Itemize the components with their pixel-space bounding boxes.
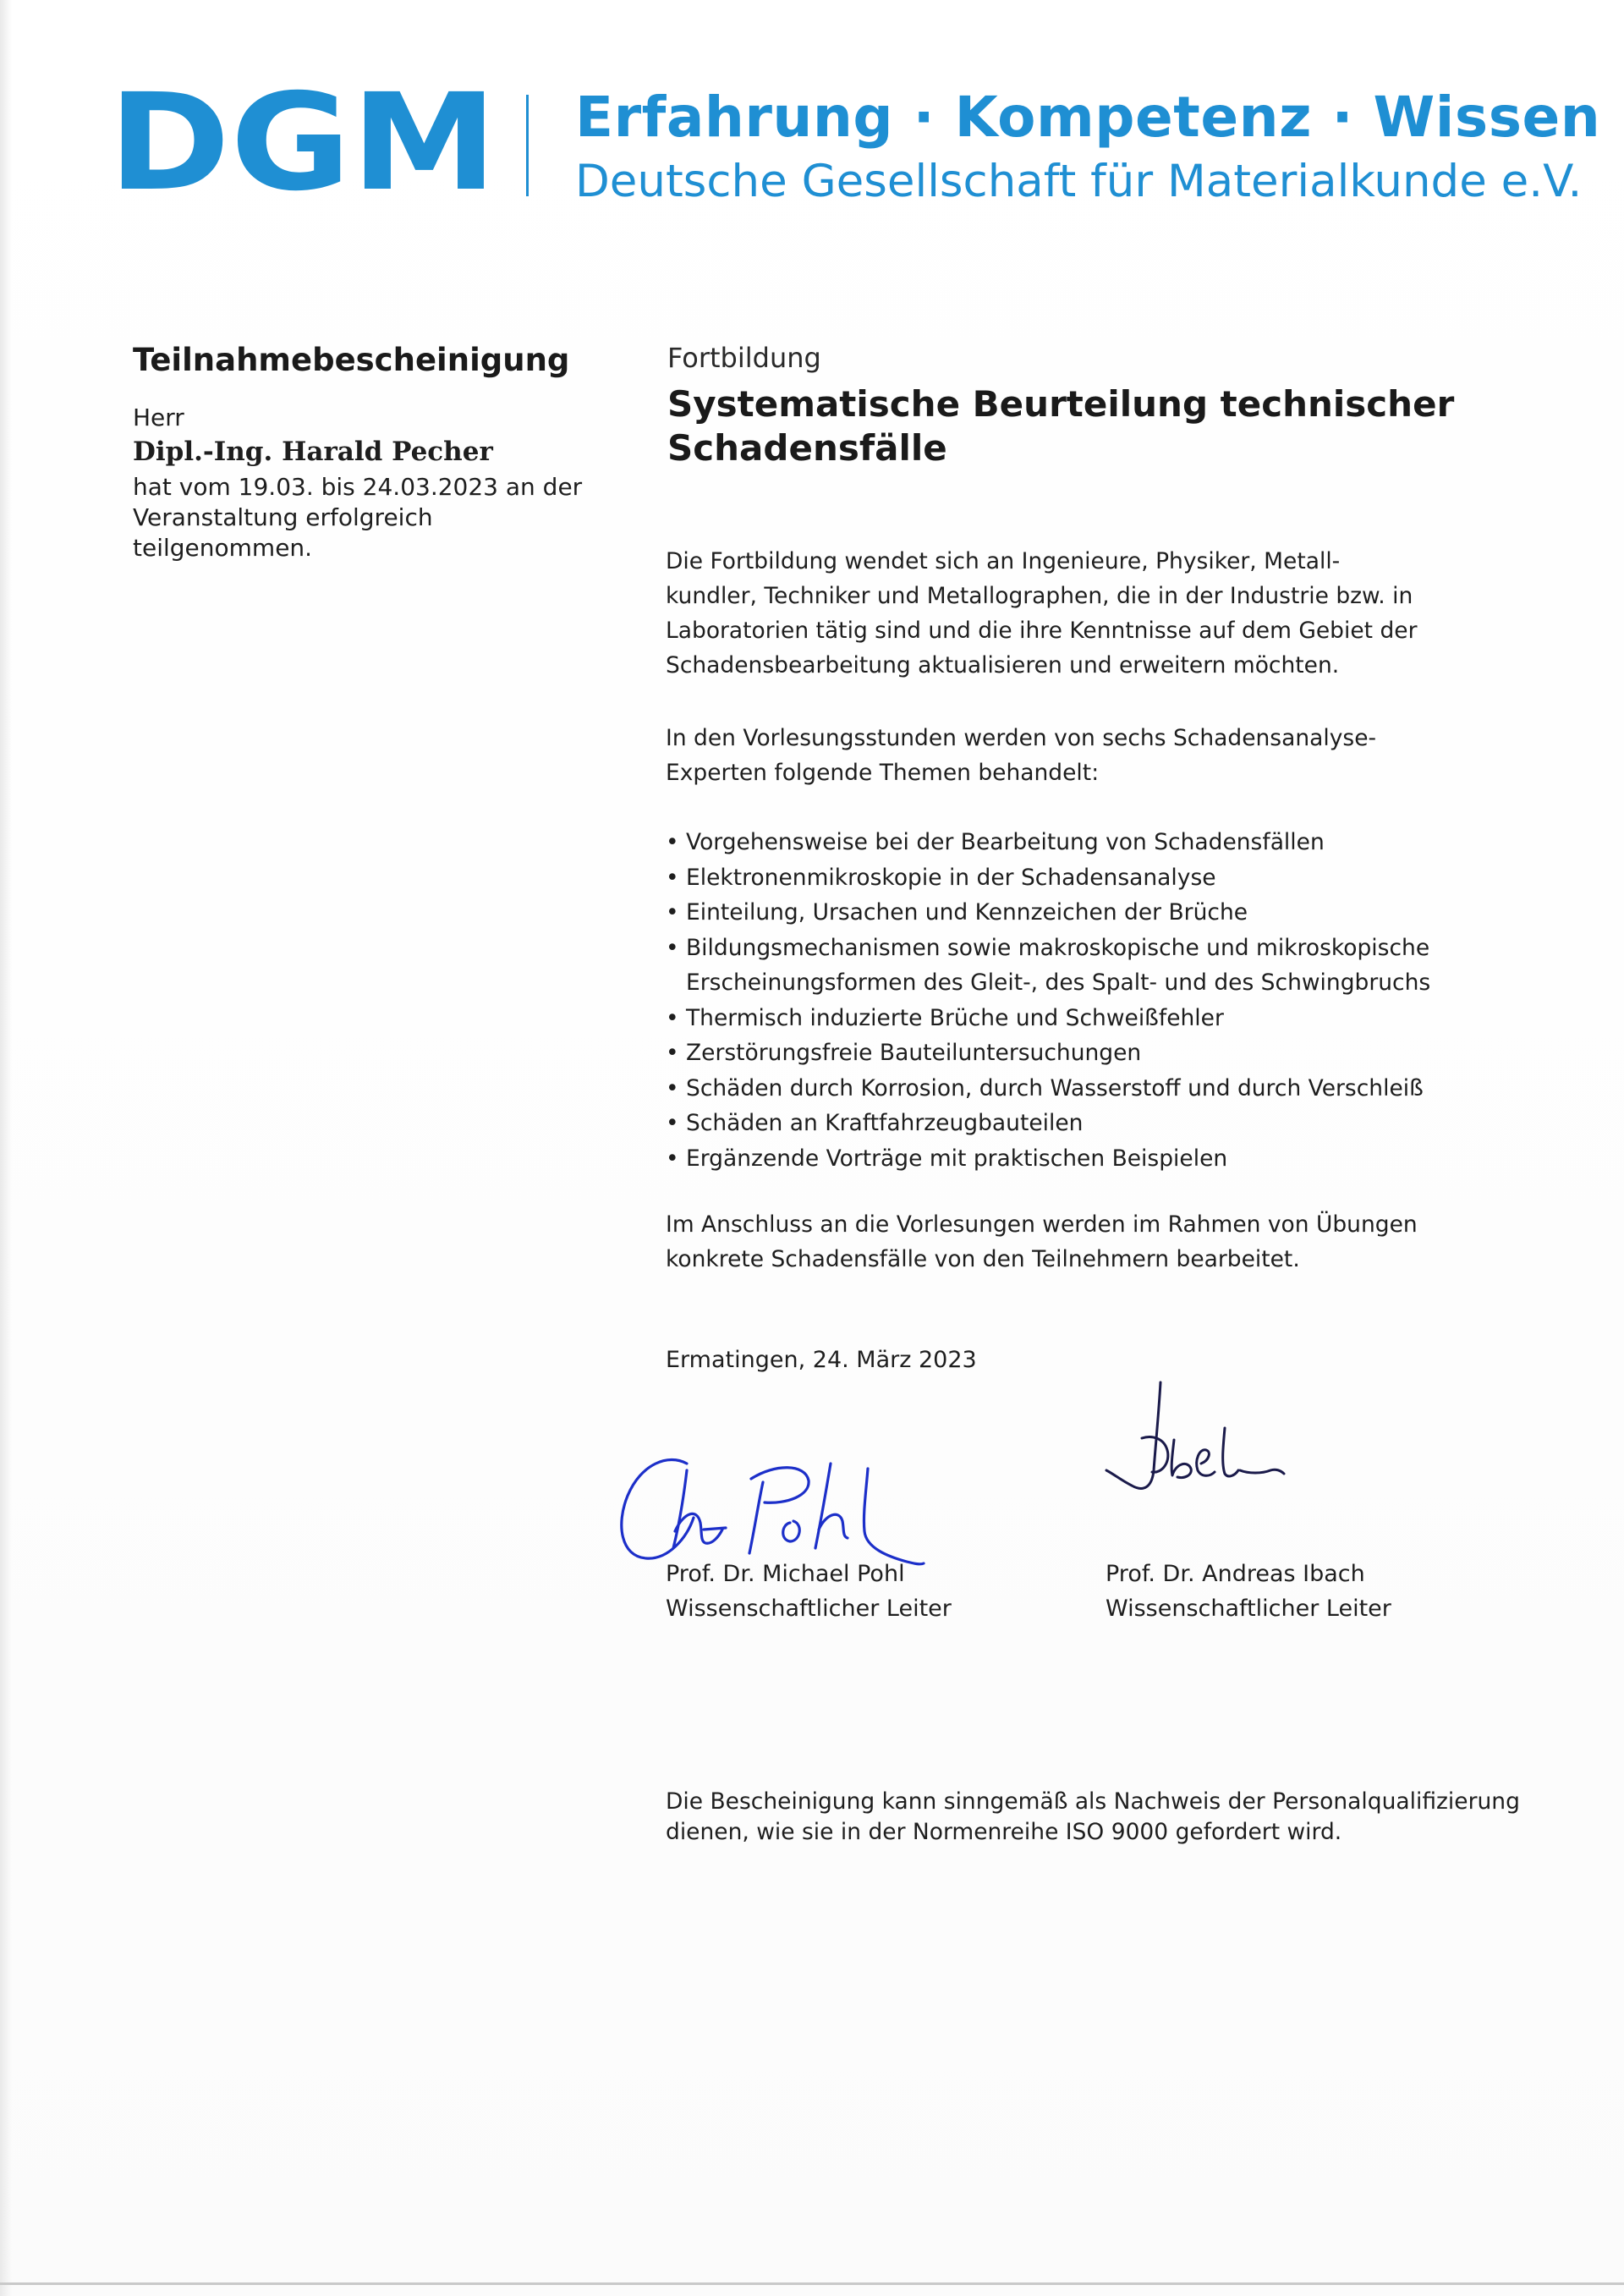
iso-footnote bbox=[666, 1787, 1528, 1848]
course-kicker: Fortbildung bbox=[667, 342, 821, 374]
lecture-lead-line: Experten folgende Themen behandelt: bbox=[666, 760, 1100, 786]
exercises-line: Im Anschluss an die Vorlesungen werden im Rahmen von Übungen bbox=[666, 1211, 1418, 1238]
scan-edge-shadow bbox=[0, 0, 12, 2296]
bullet-icon: • bbox=[666, 1074, 679, 1101]
topic-text: Thermisch induzierte Brüche und Schweißfehler bbox=[686, 1004, 1224, 1031]
topic-text: Ergänzende Vorträge mit praktischen Beispielen bbox=[686, 1145, 1228, 1172]
topic-text: Schäden an Kraftfahrzeugbauteilen bbox=[686, 1110, 1084, 1136]
header-divider bbox=[526, 95, 529, 196]
scan-bottom-edge bbox=[0, 2282, 1624, 2285]
signer-ibach bbox=[1106, 1557, 1391, 1626]
topic-item bbox=[666, 931, 1520, 966]
footnote-line: Die Bescheinigung kann sinngemäß als Nachweis der Personalqualifizierung bbox=[666, 1788, 1520, 1815]
bullet-icon: • bbox=[666, 1004, 679, 1031]
course-title bbox=[667, 382, 1522, 470]
course-title-line: Schadensfälle bbox=[667, 427, 947, 469]
exercises-paragraph bbox=[666, 1207, 1512, 1277]
intro-line: Schadensbearbeitung aktualisieren und erweitern möchten. bbox=[666, 652, 1340, 678]
course-title-line: Systematische Beurteilung technischer bbox=[667, 383, 1455, 425]
course-intro bbox=[666, 544, 1512, 683]
bullet-icon: • bbox=[666, 1145, 679, 1172]
bullet-icon: • bbox=[666, 934, 679, 961]
topic-item bbox=[666, 895, 1520, 931]
intro-line: Laboratorien tätig sind und die ihre Kenntnisse auf dem Gebiet der bbox=[666, 618, 1418, 644]
bullet-icon: • bbox=[666, 864, 679, 891]
dgm-logo-text: DGM bbox=[108, 89, 497, 199]
topic-item bbox=[666, 860, 1520, 896]
topic-item bbox=[666, 1141, 1520, 1177]
exercises-line: konkrete Schadensfälle von den Teilnehmern bearbeitet. bbox=[666, 1246, 1300, 1272]
intro-line: kundler, Techniker und Metallographen, die in der Industrie bzw. in bbox=[666, 583, 1413, 609]
course-header bbox=[667, 342, 1522, 470]
topic-text: Elektronenmikroskopie in der Schadensanalyse bbox=[686, 864, 1216, 891]
bullet-icon: • bbox=[666, 1040, 679, 1066]
topic-item bbox=[666, 1071, 1520, 1107]
topic-text: Zerstörungsfreie Bauteiluntersuchungen bbox=[686, 1040, 1142, 1066]
topic-item-continuation bbox=[666, 965, 1520, 1001]
topic-item bbox=[666, 1035, 1520, 1071]
lecture-lead bbox=[666, 721, 1512, 790]
participation-line: hat vom 19.03. bis 24.03.2023 an der bbox=[133, 473, 583, 501]
participation-line: Veranstaltung erfolgreich teilgenommen. bbox=[133, 503, 433, 562]
lecture-lead-line: In den Vorlesungsstunden werden von sechs Schadensanalyse- bbox=[666, 725, 1377, 751]
place-and-date: Ermatingen, 24. März 2023 bbox=[666, 1347, 977, 1373]
signature-pohl bbox=[609, 1430, 947, 1574]
signer-name: Prof. Dr. Michael Pohl bbox=[666, 1561, 905, 1587]
signer-pohl bbox=[666, 1557, 952, 1626]
topic-item bbox=[666, 1106, 1520, 1141]
certificate-block bbox=[133, 342, 606, 563]
topic-text: Bildungsmechanismen sowie makroskopische und mikroskopische bbox=[686, 934, 1430, 961]
topic-text: Einteilung, Ursachen und Kennzeichen der Brüche bbox=[686, 899, 1248, 926]
bullet-icon: • bbox=[666, 1110, 679, 1136]
salutation: Herr bbox=[133, 404, 184, 431]
signature-ibach bbox=[1083, 1379, 1303, 1523]
signer-role: Wissenschaftlicher Leiter bbox=[1106, 1596, 1391, 1622]
signer-name: Prof. Dr. Andreas Ibach bbox=[1106, 1561, 1365, 1587]
topic-item bbox=[666, 825, 1520, 860]
signer-role: Wissenschaftlicher Leiter bbox=[666, 1596, 952, 1622]
topic-text: Schäden durch Korrosion, durch Wasserstoff und durch Verschleiß bbox=[686, 1074, 1424, 1101]
tagline: Erfahrung · Kompetenz · Wissen bbox=[575, 85, 1601, 150]
topics-list bbox=[666, 825, 1520, 1176]
recipient-name: Dipl.-Ing. Harald Pecher bbox=[133, 437, 493, 467]
dgm-logo bbox=[108, 89, 497, 199]
organization-name: Deutsche Gesellschaft für Materialkunde e.V. bbox=[575, 156, 1583, 207]
intro-line: Die Fortbildung wendet sich an Ingenieure, Physiker, Metall- bbox=[666, 548, 1341, 574]
footnote-line: dienen, wie sie in der Normenreihe ISO 9000 gefordert wird. bbox=[666, 1819, 1342, 1845]
bullet-icon: • bbox=[666, 829, 679, 855]
participation-statement bbox=[133, 472, 606, 563]
topic-item bbox=[666, 1001, 1520, 1036]
bullet-icon: • bbox=[666, 899, 679, 926]
certificate-title: Teilnahmebescheinigung bbox=[133, 342, 570, 378]
topic-text: Erscheinungsformen des Gleit-, des Spalt- und des Schwingbruchs bbox=[686, 969, 1431, 996]
topic-text: Vorgehensweise bei der Bearbeitung von Schadensfällen bbox=[686, 829, 1325, 855]
